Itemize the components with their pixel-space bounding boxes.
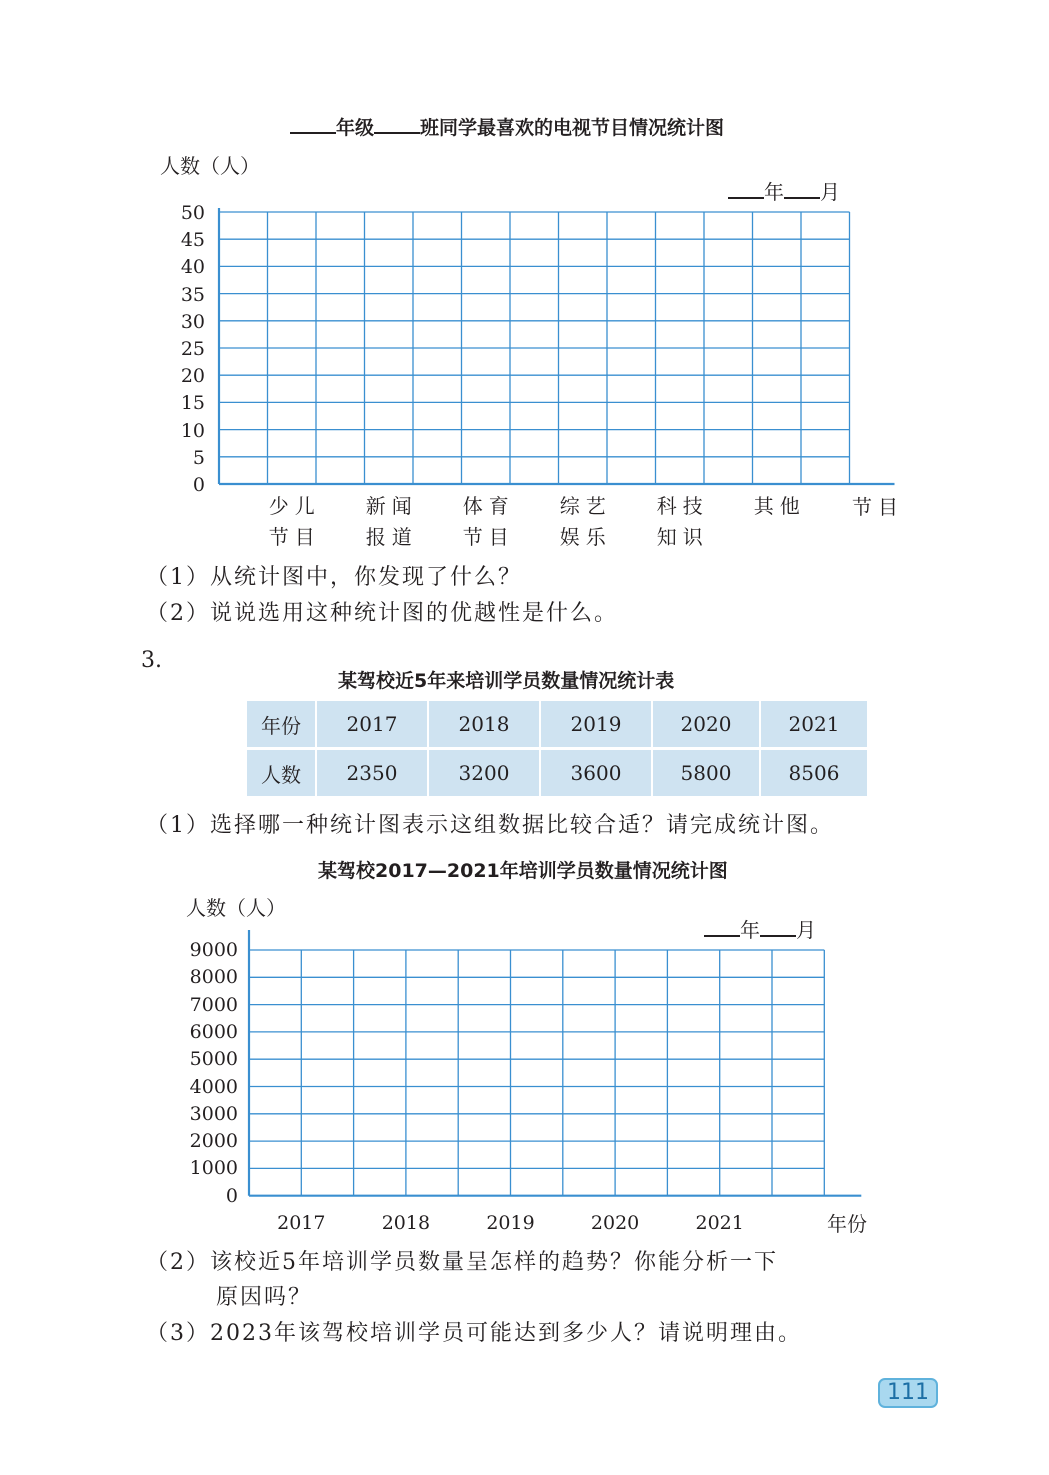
y-tick-label: 40 <box>180 256 205 279</box>
y-tick-label: 5 <box>192 446 205 469</box>
y-tick-label: 5000 <box>189 1048 238 1071</box>
category-label: 综艺 娱乐 <box>559 494 612 549</box>
question-3-1: （1）选择哪一种统计图表示这组数据比较合适？请完成统计图。 <box>146 813 834 838</box>
table-header-year: 年份 <box>247 701 316 749</box>
question-3-2-cont: 原因吗？ <box>216 1285 313 1310</box>
y-tick-label: 35 <box>180 283 205 306</box>
y-tick-label: 25 <box>180 338 205 360</box>
chart2-xlabel: 年份 <box>827 1212 867 1236</box>
y-tick-label: 45 <box>180 229 205 252</box>
question-2: （2）说说选用这种统计图的优越性是什么。 <box>146 601 618 626</box>
y-tick-label: 0 <box>225 1184 238 1207</box>
y-tick-label: 0 <box>192 474 205 496</box>
chart1-year-blank[interactable] <box>728 183 764 199</box>
chart2-title: 某驾校2017—2021年培训学员数量情况统计图 <box>318 860 728 882</box>
y-tick-label: 10 <box>180 419 205 442</box>
data-table <box>247 701 867 799</box>
table-cell: 3200 <box>428 749 540 798</box>
chart2-month-label: 月 <box>796 918 816 942</box>
chart1-grid[interactable] <box>210 205 900 495</box>
y-tick-label: 1000 <box>189 1157 238 1180</box>
question-3-2: （2）该校近5年培训学员数量呈怎样的趋势？你能分析一下 <box>146 1250 778 1275</box>
class-blank[interactable] <box>374 118 420 134</box>
category-label: 体育 节目 <box>462 494 515 549</box>
chart2-year-label: 年 <box>740 918 760 942</box>
category-label: 新闻 报道 <box>365 494 418 549</box>
table-cell: 3600 <box>540 749 652 798</box>
y-tick-label: 50 <box>180 202 205 224</box>
chart1-month-blank[interactable] <box>784 183 820 199</box>
chart1-title-part1: 年级 <box>336 117 375 139</box>
table-cell: 8506 <box>760 749 867 798</box>
table-cell: 2018 <box>428 701 540 749</box>
table-cell: 2019 <box>540 701 652 749</box>
chart1-xlabel: 节目 <box>852 495 904 519</box>
table-header-count: 人数 <box>247 749 316 798</box>
y-tick-label: 20 <box>180 365 205 388</box>
chart1-month-label: 月 <box>820 180 840 204</box>
chart1-title-part2: 班同学最喜欢的电视节目情况统计图 <box>420 117 725 139</box>
table-title: 某驾校近5年来培训学员数量情况统计表 <box>338 670 675 692</box>
y-tick-label: 3000 <box>189 1102 238 1125</box>
table-cell: 2020 <box>652 701 760 749</box>
x-tick-label: 2021 <box>695 1212 744 1234</box>
table-cell: 2017 <box>316 701 428 749</box>
chart2-ylabel: 人数（人） <box>186 896 286 920</box>
y-tick-label: 30 <box>180 310 205 333</box>
table-row-year <box>247 701 867 749</box>
table-cell: 2021 <box>760 701 867 749</box>
chart1-title <box>290 113 724 140</box>
x-tick-label: 2020 <box>590 1212 640 1234</box>
category-label: 科技 知识 <box>656 494 709 549</box>
question-3-3: （3）2023年该驾校培训学员可能达到多少人？请说明理由。 <box>146 1321 802 1346</box>
table-row-count <box>247 749 867 798</box>
chart1-ylabel: 人数（人） <box>160 154 260 178</box>
y-tick-label: 9000 <box>189 939 238 961</box>
y-tick-label: 8000 <box>189 966 238 989</box>
problem-number: 3. <box>141 648 162 673</box>
chart1-year-label: 年 <box>764 180 784 204</box>
y-tick-label: 6000 <box>189 1020 238 1043</box>
table-cell: 2350 <box>316 749 428 798</box>
y-tick-label: 4000 <box>189 1075 238 1098</box>
x-tick-label: 2017 <box>277 1212 326 1234</box>
category-label: 少儿 节目 <box>268 494 321 549</box>
y-tick-label: 7000 <box>189 993 238 1016</box>
x-tick-label: 2018 <box>381 1212 431 1234</box>
page-number: 111 <box>878 1378 938 1408</box>
table-cell: 5800 <box>652 749 760 798</box>
chart1-date <box>728 176 840 205</box>
category-label: 其他 <box>753 494 806 518</box>
x-tick-label: 2019 <box>486 1212 535 1234</box>
question-1: （1）从统计图中，你发现了什么？ <box>146 565 522 590</box>
chart2-grid[interactable] <box>240 925 870 1205</box>
y-tick-label: 2000 <box>189 1130 238 1153</box>
grade-blank[interactable] <box>290 118 336 134</box>
y-tick-label: 15 <box>180 392 205 415</box>
